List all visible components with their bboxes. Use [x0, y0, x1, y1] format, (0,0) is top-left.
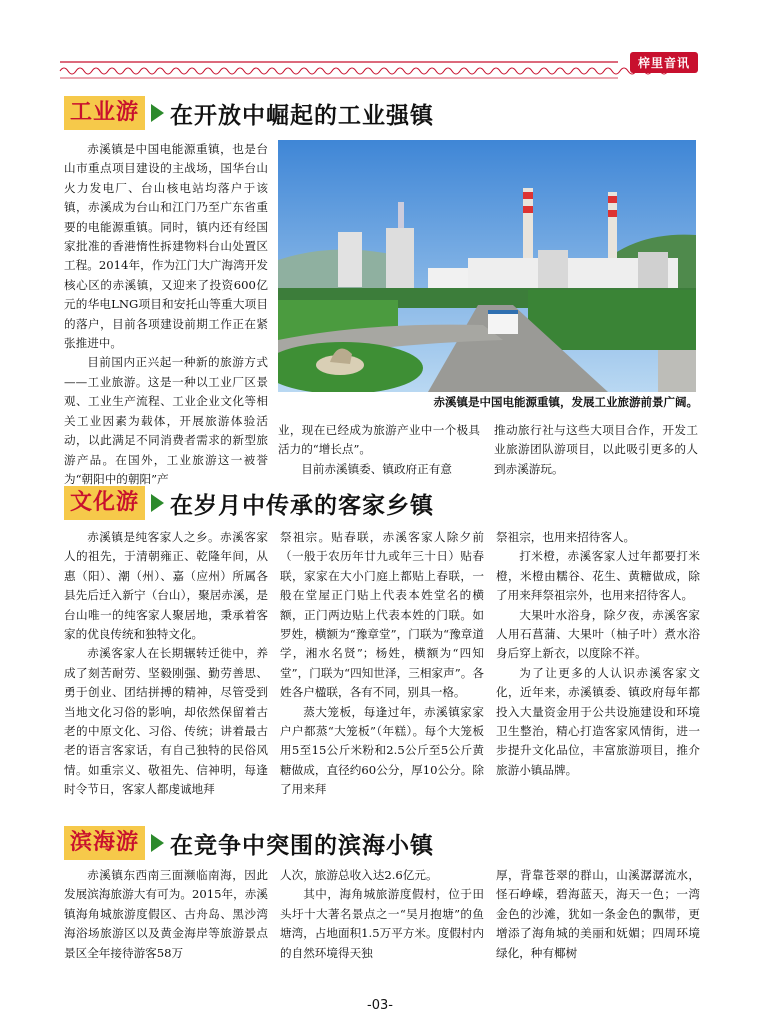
article-column: [64, 528, 268, 800]
power-plant-photo: [278, 140, 696, 392]
section-label: 工业游: [64, 96, 145, 130]
page-number: -03-: [367, 998, 393, 1013]
article-column: [64, 866, 268, 963]
article-column: [496, 528, 700, 780]
section-title: 在岁月中传承的客家乡镇: [170, 492, 435, 519]
article-column: [280, 866, 484, 963]
article-column: [280, 528, 484, 800]
paragraph: 厚，背靠苍翠的群山，山溪潺潺流水，怪石峥嵘，碧海蓝天，海天一色；一湾金色的沙滩，犹如一条金色的飘带，更增添了海角城的美丽和妩媚；四周环境绿化，种有椰树: [496, 868, 700, 960]
paragraph: 打米橙，赤溪客家人过年都要打米橙，米橙由糯谷、花生、黄糖做成，除了用来拜祭祖宗外，也用来招待客人。: [496, 549, 700, 603]
paragraph: 祭祖宗，也用来招待客人。: [496, 530, 636, 544]
paragraph: 赤溪客家人在长期辗转迁徙中，养成了刻苦耐劳、坚毅刚强、勤劳善思、勇于创业、团结拼搏的精神，尽管受到当地文化习俗的影响，却依然保留着古老的中原文化、习俗、传统；讲着最古老的语言客家话，有自己独特的民俗风情。如重宗义、敬祖先、信神明，每逢时令节日，客家人都虔诚地拜: [64, 646, 268, 797]
paragraph: 推动旅行社与这些大项目合作，开发工业旅游团队游项目，以此吸引更多的人到赤溪游玩。: [494, 423, 698, 476]
magazine-section-tag: 梓里音讯: [630, 52, 698, 73]
section-title: 在竞争中突围的滨海小镇: [170, 832, 435, 859]
paragraph: 蒸大笼板，每逢过年，赤溪镇家家户户都蒸“大笼板”（年糕）。每个大笼板用5至15公斤米粉和2.5公斤至5公斤黄糖做成，直径约60公分，厚10公分。除了用来拜: [280, 704, 484, 797]
paragraph: 为了让更多的人认识赤溪客家文化，近年来，赤溪镇委、镇政府每年都投入大量资金用于公共设施建设和环境卫生整治，精心打造客家风情街，进一步提升文化品位，丰富旅游项目，推介旅游小镇品牌。: [496, 665, 700, 777]
photo-caption: 赤溪镇是中国电能源重镇，发展工业旅游前景广阔。: [433, 395, 698, 409]
paragraph: 祭祖宗。贴春联，赤溪客家人除夕前（一般于农历年廿九或年三十日）贴春联，家家在大小门庭上都贴上春联，一般在堂屋正门贴上代表本姓堂名的横额，正门两边贴上代表本姓的门联。如罗姓，横额为“豫章堂”，门联为“豫章道学，湘水名贤”；杨姓，横额为“四知堂”，门联为“四知世泽，三相家声”。各姓各户楹联，各有不同，别具一格。: [280, 530, 484, 700]
paragraph: 赤溪镇是纯客家人之乡。赤溪客家人的祖先，于清朝雍正、乾隆年间，从惠（阳）、潮（州）、嘉（应州）所属各县先后迁入新宁（台山），聚居赤溪，是台山唯一的纯客家人聚居地，秉承着客家的优良传统和独特文化。: [64, 530, 268, 642]
paragraph: 其中，海角城旅游度假村，位于田头圩十大著名景点之一“吴月抱塘”的鱼塘湾，占地面积1.5万平方米。度假村内的自然环境得天独: [280, 887, 484, 960]
arrow-icon: [151, 834, 164, 852]
section-heading-culture: [64, 486, 434, 520]
paragraph: 目前赤溪镇委、镇政府正有意: [301, 461, 452, 476]
article-column: [496, 866, 700, 963]
section-label: 文化游: [64, 486, 145, 520]
paragraph: 赤溪镇东西南三面濒临南海，因此发展滨海旅游大有可为。2015年，赤溪镇海角城旅游度假区、古舟岛、黑沙湾海浴场旅游区以及黄金海岸等旅游景点景区全年接待游客58万: [64, 868, 268, 960]
paragraph: 赤溪镇是中国电能源重镇，也是台山市重点项目建设的主战场，国华台山火力发电厂、台山核电站均落户于该镇，赤溪成为台山和江门乃至广东省重要的电能源重镇。同时，镇内还有经国家批准的香港惰性拆建物料台山处置区工程。2014年，作为江门大广海湾开发核心区的赤溪镇，又迎来了投资600亿元的华电LNG项目和安托山等重大项目的落户，目前各项建设前期工作正在紧张推进中。: [64, 142, 268, 351]
article-column: [278, 421, 480, 479]
article-column: [64, 140, 268, 489]
arrow-icon: [151, 494, 164, 512]
paragraph: 业，现在已经成为旅游产业中一个极具活力的“增长点”。: [278, 423, 480, 457]
article-column: [494, 421, 698, 479]
section-heading-industrial: [64, 96, 434, 130]
paragraph: 大果叶水浴身，除夕夜，赤溪客家人用石菖蒲、大果叶（柚子叶）煮水浴身后穿上新衣，以度除不祥。: [496, 607, 700, 661]
section-heading-coastal: [64, 826, 434, 860]
section-label: 滨海游: [64, 826, 145, 860]
paragraph: 目前国内正兴起一种新的旅游方式——工业旅游。这是一种以工业厂区景观、工业生产流程、工业企业文化等相关工业因素为载体，开展旅游体验活动，以此满足不同消费者需求的新型旅游产品。在国外，工业旅游这一被誉为“朝阳中的朝阳”产: [64, 355, 268, 486]
paragraph: 人次，旅游总收入达2.6亿元。: [280, 868, 438, 882]
section-title: 在开放中崛起的工业强镇: [170, 102, 435, 129]
arrow-icon: [151, 104, 164, 122]
